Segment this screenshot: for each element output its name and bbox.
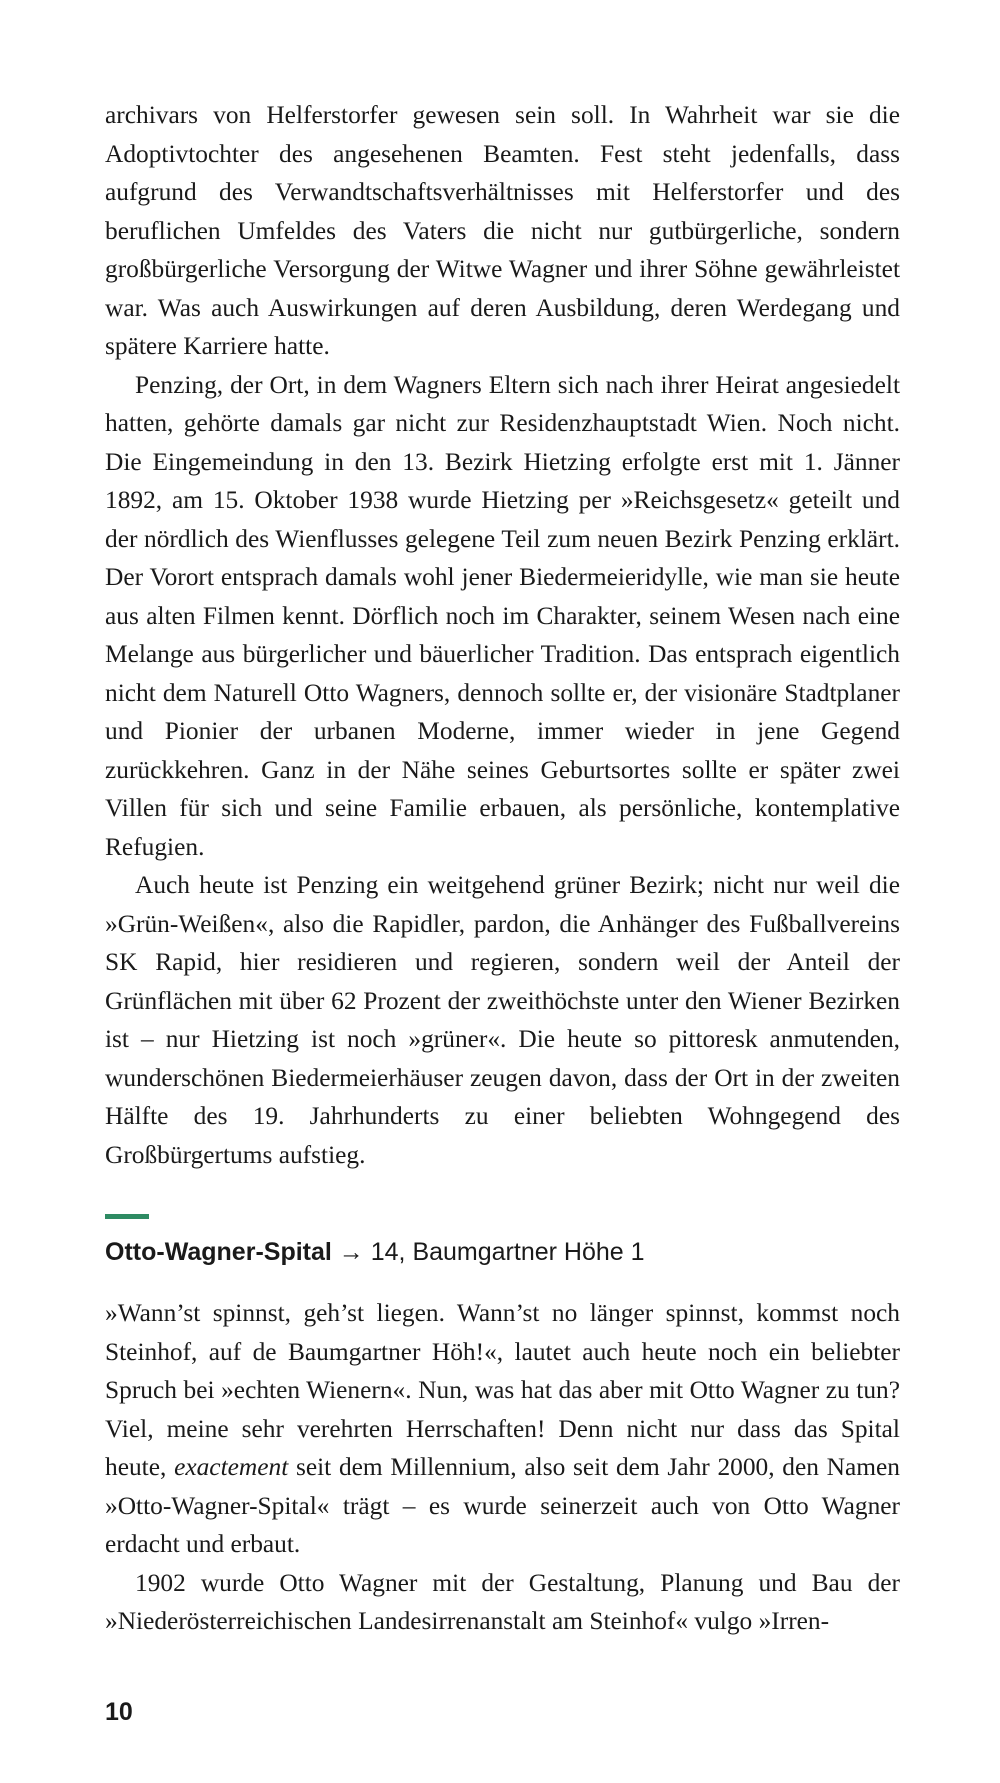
section-accent-rule [105,1214,149,1219]
paragraph-steinhof-text-start: »Wann’st spinnst, geh’st liegen. Wann’st no länger spinnst, kommst noch Steinhof, auf de Baumgartner Höh!«, lautet auch heute noch ein beliebter Spruch bei »echten Wienern«. Nun, was hat das aber mit Otto Wagner zu tun? Viel, meine sehr verehrten Herrschaften! Denn nicht nur dass das Spital heute, [105,1299,900,1481]
paragraph-steinhof-italic: exactement [174,1453,289,1481]
paragraph-steinhof-saying [105,1294,900,1564]
page-body [105,96,900,1641]
section-heading-address: 14, Baumgartner Höhe 1 [363,1238,645,1266]
paragraph-penzing-history: Penzing, der Ort, in dem Wagners Eltern sich nach ihrer Heirat angesiedelt hatten, gehörte damals gar nicht zur Residenzhauptstadt Wien. Noch nicht. Die Eingemeindung in den 13. Bezirk Hietzing erfolgte erst mit 1. Jänner 1892, am 15. Oktober 1938 wurde Hietzing per »Reichsgesetz« geteilt und der nördlich des Wienflusses gelegene Teil zum neuen Bezirk Penzing erklärt. Der Vorort entsprach damals wohl jener Biedermeieridylle, wie man sie heute aus alten Filmen kennt. Dörflich noch im Charakter, seinem Wesen nach eine Melange aus bürgerlicher und bäuerlicher Tradition. Das entsprach eigentlich nicht dem Naturell Otto Wagners, dennoch sollte er, der visionäre Stadtplaner und Pionier der urbanen Moderne, immer wieder in jene Gegend zurückkehren. Ganz in der Nähe seines Geburtsortes sollte er später zwei Villen für sich und seine Familie erbauen, als persönliche, kontemplative Refugien. [105,370,900,861]
paragraph-steinhof-text-end: seit dem Millennium, also seit dem Jahr 2000, den Namen »Otto-Wagner-Spital« trägt – es wurde seinerzeit auch von Otto Wagner erdacht und erbaut. [105,1453,900,1558]
arrow-right-icon: → [338,1238,364,1266]
page-number: 10 [105,1698,133,1726]
section-heading [105,1232,900,1272]
paragraph-penzing-today: Auch heute ist Penzing ein weitgehend grüner Bezirk; nicht nur weil die »Grün-Weißen«, also die Rapidler, pardon, die Anhänger des Fußballvereins SK Rapid, hier residieren und regieren, sondern weil der Anteil der Grünflächen mit über 62 Prozent der zweithöchste unter den Wiener Bezirken ist – nur Hietzing ist noch »grüner«. Die heute so pittoresk anmutenden, wunderschönen Biedermeierhäuser zeugen davon, dass der Ort in der zweiten Hälfte des 19. Jahrhunderts zu einer beliebten Wohngegend des Großbürgertums aufstieg. [105,871,900,1169]
paragraph-1902-commission: 1902 wurde Otto Wagner mit der Gestaltung, Planung und Bau der »Niederösterreichischen Landesirrenanstalt am Steinhof« vulgo »Irren- [105,1568,900,1635]
section-heading-title: Otto-Wagner-Spital [105,1238,332,1266]
paragraph-helferstorfer: archivars von Helferstorfer gewesen sein soll. In Wahrheit war sie die Adoptivtochter des angesehenen Beamten. Fest steht jedenfalls, dass aufgrund des Verwandtschaftsverhältnisses mit Helferstorfer und des beruflichen Umfeldes des Vaters die nicht nur gutbürgerliche, sondern großbürgerliche Versorgung der Witwe Wagner und ihrer Söhne gewährleistet war. Was auch Auswirkungen auf deren Ausbildung, deren Werdegang und spätere Karriere hatte. [105,101,900,360]
